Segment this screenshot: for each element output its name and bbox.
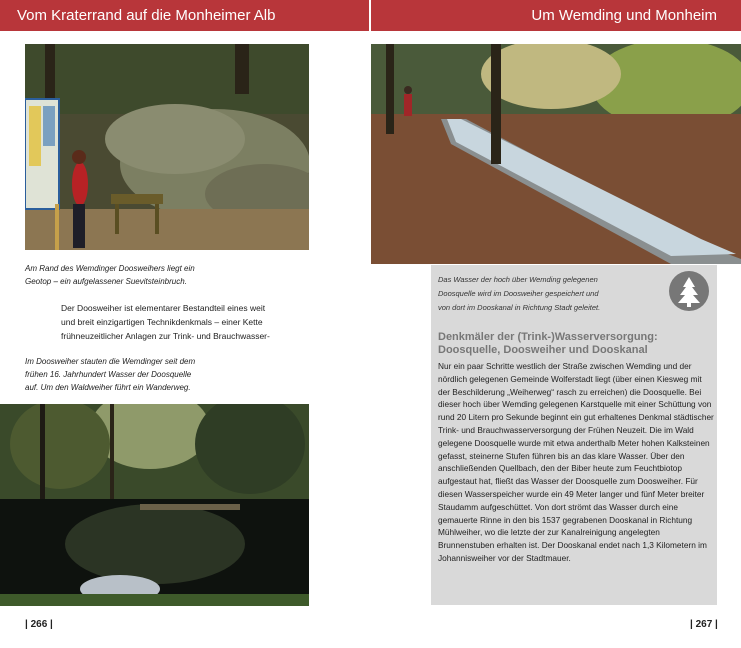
doosweiher-body-text: Der Doosweiher ist elementarer Bestandteil eines weit und breit einzigartigen Technikdenkmals – einer Kette frühneuzeitlicher Anlagen zur Trink- und Brauchwasser- xyxy=(61,303,270,341)
doosweiher-caption: Im Doosweiher stauten die Wemdinger seit dem frühen 16. Jahrhundert Wasser der Doosquelle auf. Um den Waldweiher führt ein Wanderweg. xyxy=(25,357,196,392)
info-body-text: Nur ein paar Schritte westlich der Straße zwischen Wemding und der nördlich gelegenen Gemeinde Wolferstadt liegt (über einen Kiesweg mit der Beschilderung „Weiherweg“ rasch zu erreichen) die Doosquelle. Bei dieser hoch über Wemding gelegenen Karstquelle mit einer Schüttung von rund 20 Litern pro Sekunde beginnt ein gut erhaltenes Denkmal städtischer Trink- und Brauchwasserversorgung der Frühen Neuzeit. Die im Wald gelegene Doosquelle wurde mit etwa anderthalb Meter hohen Kalksteinen gefasst, steinerne Stufen führen bis an das klare Wasser. Über den anschließenden Quellbach, den der Biber heute zum Feuchtbiotop aufgestaut hat, fließt das Wasser der Doosquelle zum Doosweiher. Für diesen Wasserspeicher wurde ein 49 Meter langer und fünf Meter breiter Staudamm aufgeschüttet. Von dort strömt das Wasser durch eine gemauerte Rinne in den bis 1537 gegrabenen Dooskanal in Richtung Mühlweiher, wo die letzte der zur Kanalreinigung angelegten Brunnenstuben erhalten ist. Der Dooskanal endet nach 1,3 Kilometern im Johannisweiher vor der Stadtmauer. xyxy=(438,361,714,563)
tree-icon xyxy=(669,271,709,311)
right-page-number: | 267 | xyxy=(690,619,718,630)
dooskanal-caption: Das Wasser der hoch über Wemding gelegenen Doosquelle wird im Doosweiher gespeichert und von dort im Dooskanal in Richtung Stadt geleitet. xyxy=(438,275,601,312)
dooskanal-photo xyxy=(371,44,741,264)
geotop-caption: Am Rand des Wemdinger Doosweihers liegt ein Geotop – ein aufgelassener Suevitsteinbruch. xyxy=(25,264,195,286)
geotop-photo xyxy=(25,44,309,250)
info-box xyxy=(431,265,717,605)
right-running-header: Um Wemding und Monheim xyxy=(371,0,741,31)
forest-pond-photo xyxy=(0,404,309,606)
info-heading: Denkmäler der (Trink-)Wasserversorgung: Doosquelle, Doosweiher und Dooskanal xyxy=(438,331,658,356)
left-page-number: | 266 | xyxy=(25,619,53,630)
left-running-header: Vom Kraterrand auf die Monheimer Alb xyxy=(0,0,369,31)
